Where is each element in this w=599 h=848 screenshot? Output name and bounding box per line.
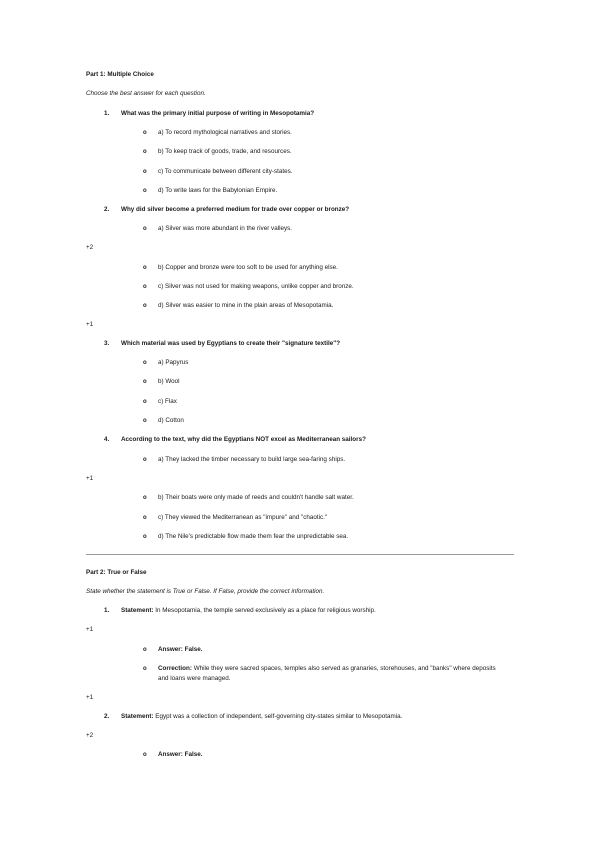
statement-label: Statement: (121, 607, 154, 614)
answer-label: Answer: (158, 646, 183, 653)
score-mark: +2 (86, 732, 94, 739)
tf-item-1-correction (158, 664, 503, 683)
bullet-icon: o (143, 360, 147, 366)
bullet-icon: o (143, 647, 147, 653)
bullet-icon: o (143, 265, 147, 271)
question-2-option-a: a) Silver was more abundant in the river valleys. (158, 225, 293, 232)
question-2-text: Why did silver become a preferred medium for trade over copper or bronze? (121, 206, 350, 213)
question-4-option-a: a) They lacked the timber necessary to build large sea-faring ships. (158, 456, 346, 463)
question-3-text: Which material was used by Egyptians to create their "signature textile"? (121, 340, 341, 347)
statement-text: In Mesopotamia, the temple served exclusively as a place for religious worship. (155, 607, 376, 614)
question-2-number: 2. (104, 206, 110, 213)
section-divider (86, 554, 514, 555)
question-2-option-b: b) Copper and bronze were too soft to be used for anything else. (158, 264, 338, 271)
score-mark: +1 (86, 321, 94, 328)
tf-item-2-statement (121, 713, 402, 721)
part1-instructions: Choose the best answer for each question. (86, 90, 206, 97)
bullet-icon: o (143, 379, 147, 385)
bullet-icon: o (143, 515, 147, 521)
question-1-option-d: d) To write laws for the Babylonian Empire. (158, 187, 278, 194)
tf-item-1-statement (121, 607, 376, 615)
question-4-option-d: d) The Nile's predictable flow made them fear the unpredictable sea. (158, 533, 349, 540)
question-3-option-a: a) Papyrus (158, 359, 189, 366)
score-mark: +1 (86, 694, 94, 701)
statement-text: Egypt was a collection of independent, self-governing city-states similar to Mesopotamia. (155, 713, 403, 720)
part2-heading: Part 2: True or False (86, 569, 147, 576)
correction-text: While they were sacred spaces, temples also served as granaries, storehouses, and "banks" where deposits and loans were managed. (158, 665, 496, 682)
score-mark: +1 (86, 475, 94, 482)
question-4-number: 4. (104, 436, 110, 443)
bullet-icon: o (143, 226, 147, 232)
question-4-option-b: b) Their boats were only made of reeds and couldn't handle salt water. (158, 494, 354, 501)
bullet-icon: o (143, 188, 147, 194)
question-4-text: According to the text, why did the Egyptians NOT excel as Mediterranean sailors? (121, 436, 366, 443)
correction-label: Correction: (158, 665, 192, 672)
question-3-number: 3. (104, 340, 110, 347)
part1-heading: Part 1: Multiple Choice (86, 71, 154, 78)
bullet-icon: o (143, 169, 147, 175)
statement-label: Statement: (121, 713, 154, 720)
bullet-icon: o (143, 399, 147, 405)
question-1-option-a: a) To record mythological narratives and stories. (158, 129, 292, 136)
question-2-option-d: d) Silver was easier to mine in the plain areas of Mesopotamia. (158, 302, 334, 309)
answer-label: Answer: (158, 751, 183, 758)
question-1-option-c: c) To communicate between different city-states. (158, 168, 293, 175)
bullet-icon: o (143, 495, 147, 501)
bullet-icon: o (143, 457, 147, 463)
tf-item-2-number: 2. (104, 713, 110, 720)
tf-item-1-number: 1. (104, 607, 110, 614)
part2-instructions: State whether the statement is True or False. If False, provide the correct information. (86, 588, 325, 595)
question-4-option-c: c) They viewed the Mediterranean as "impure" and "chaotic." (158, 514, 328, 521)
score-mark: +1 (86, 626, 94, 633)
bullet-icon: o (143, 149, 147, 155)
bullet-icon: o (143, 130, 147, 136)
tf-item-1-answer (158, 646, 202, 654)
bullet-icon: o (143, 534, 147, 540)
score-mark: +2 (86, 244, 94, 251)
question-3-option-b: b) Wool (158, 378, 180, 385)
question-1-number: 1. (104, 110, 110, 117)
bullet-icon: o (143, 303, 147, 309)
question-3-option-c: c) Flax (158, 398, 177, 405)
question-3-option-d: d) Cotton (158, 417, 184, 424)
question-1-text: What was the primary initial purpose of writing in Mesopotamia? (121, 110, 315, 117)
bullet-icon: o (143, 418, 147, 424)
bullet-icon: o (143, 666, 147, 672)
bullet-icon: o (143, 752, 147, 758)
answer-value: False. (184, 646, 203, 653)
question-1-option-b: b) To keep track of goods, trade, and resources. (158, 148, 292, 155)
bullet-icon: o (143, 284, 147, 290)
tf-item-2-answer (158, 751, 202, 759)
question-2-option-c: c) Silver was not used for making weapons, unlike copper and bronze. (158, 283, 354, 290)
answer-value: False. (184, 751, 203, 758)
